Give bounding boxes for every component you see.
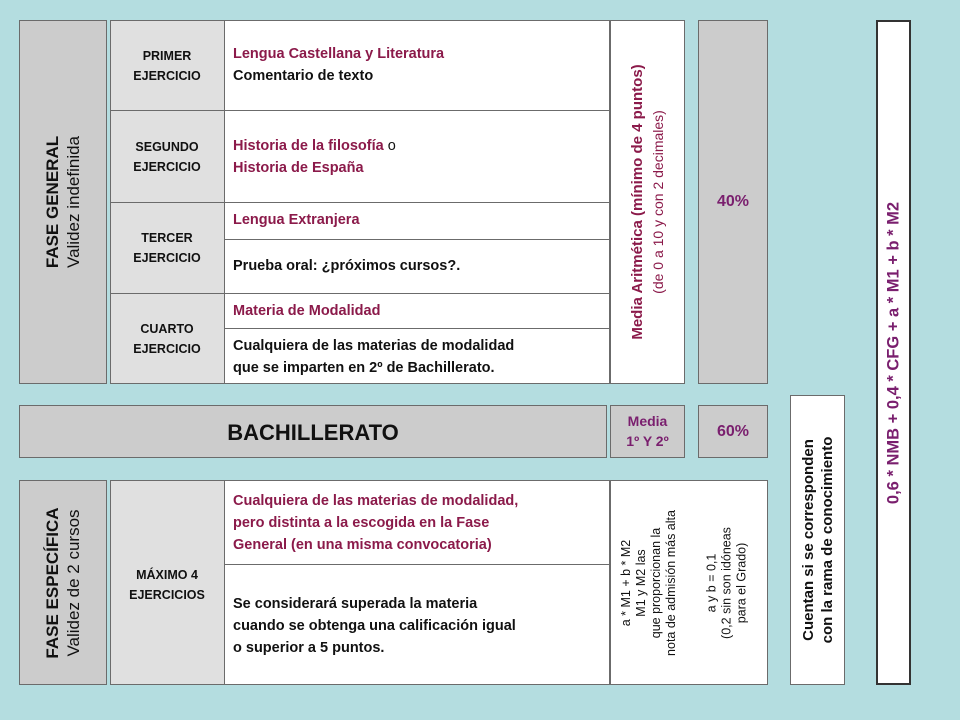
- inner-divider: [225, 239, 609, 240]
- weights-line: (0,2 sin son idóneas: [719, 526, 734, 639]
- final-formula: 0,6 * NMB + 0,4 * CFG + a * M1 + b * M2: [884, 201, 902, 504]
- subject-lengua: Lengua Castellana y Literatura: [233, 46, 445, 62]
- fase-general-heading: FASE GENERAL: [43, 135, 62, 269]
- inner-divider: [225, 564, 609, 565]
- formula-line: nota de admisión más alta: [664, 509, 678, 656]
- exercise-label-line: EJERCICIO: [133, 160, 201, 174]
- fase-general-title: [42, 136, 84, 268]
- especifica-text-a: [233, 490, 518, 556]
- fase-general-validity: Validez indefinida: [64, 136, 83, 268]
- exercise-1-subjects: [233, 43, 444, 87]
- fase-general-title-box: [19, 20, 107, 384]
- exercises-box: [110, 20, 610, 384]
- subject-modalidad: Materia de Modalidad: [233, 303, 381, 319]
- row-divider: [111, 202, 609, 203]
- fase-especifica-title: [42, 507, 84, 658]
- bachillerato-box: [19, 405, 607, 458]
- formula-line: M1 y M2 las: [634, 548, 648, 617]
- subject-prueba-oral: Prueba oral: ¿próximos cursos?.: [233, 258, 461, 274]
- exercise-label-tercer: [111, 228, 223, 268]
- media-label: Media: [627, 413, 668, 429]
- percent-40-box: [698, 20, 768, 384]
- media-courses: 1º Y 2º: [626, 433, 669, 449]
- formula-line: a * M1 + b * M2: [619, 539, 633, 626]
- especifica-text-b: [233, 593, 516, 659]
- formula-line: que proporcionan la: [649, 527, 663, 638]
- exercise-label-line: PRIMER: [142, 49, 192, 63]
- media-aritmetica-subtitle: (de 0 a 10 y con 2 decimales): [649, 110, 666, 294]
- formula-box: [610, 480, 768, 685]
- exercise-label-line: EJERCICIOS: [129, 588, 205, 602]
- weights-text: [705, 527, 750, 639]
- bachillerato-media: [611, 411, 684, 451]
- media-aritmetica-title: Media Aritmética (mínimo de 4 puntos): [628, 64, 646, 340]
- media-aritmetica-text: [628, 64, 668, 339]
- percent-60: 60%: [716, 423, 750, 440]
- exercise-label-line: TERCER: [141, 231, 193, 245]
- subject-conjunction: o: [383, 138, 396, 154]
- formula-column: [611, 481, 687, 684]
- media-aritmetica-box: [610, 20, 685, 384]
- subject-line: Cualquiera de las materias de modalidad: [233, 338, 515, 354]
- row-divider: [111, 110, 609, 111]
- exercise-label-primer: [111, 46, 223, 86]
- exercise-label-line: CUARTO: [140, 322, 194, 336]
- text-line: Se considerará superada la materia: [233, 596, 478, 612]
- especifica-content-box: [110, 480, 610, 685]
- exercise-label-line: EJERCICIO: [133, 251, 201, 265]
- exercise-label-segundo: [111, 137, 223, 177]
- subject-historia-espana: Historia de España: [233, 160, 364, 176]
- fase-especifica-title-box: [19, 480, 107, 685]
- subject-comentario: Comentario de texto: [233, 68, 374, 84]
- exercise-label-line: MÁXIMO 4: [136, 568, 198, 582]
- exercise-label-line: EJERCICIO: [133, 69, 201, 83]
- text-line: pero distinta a la escogida en la Fase: [233, 515, 490, 531]
- percent-60-box: [698, 405, 768, 458]
- subject-filosofia: Historia de la filosofía: [233, 138, 384, 154]
- text-line: cuando se obtenga una calificación igual: [233, 618, 516, 634]
- exercise-label-cuarto: [111, 319, 223, 359]
- subject-line: que se imparten en 2º de Bachillerato.: [233, 360, 495, 376]
- bachillerato-media-box: [610, 405, 685, 458]
- final-formula-box: [876, 20, 911, 685]
- exercise-label-maximo: [111, 565, 223, 605]
- row-divider: [111, 293, 609, 294]
- exercise-label-line: SEGUNDO: [135, 140, 199, 154]
- text-line: Cualquiera de las materias de modalidad,: [233, 493, 519, 509]
- fase-especifica-heading: FASE ESPECÍFICA: [43, 506, 62, 659]
- exercise-label-line: EJERCICIO: [133, 342, 201, 356]
- percent-40: 40%: [716, 193, 750, 210]
- fase-especifica-validity: Validez de 2 cursos: [64, 508, 83, 657]
- weights-column: [687, 481, 767, 684]
- inner-divider: [225, 328, 609, 329]
- subject-lengua-extranjera: Lengua Extranjera: [233, 212, 360, 228]
- weights-line: para el Grado): [734, 542, 749, 623]
- rama-line: con la rama de conocimiento: [818, 436, 836, 644]
- subject-modalidad-any: [233, 335, 514, 379]
- bachillerato-title: BACHILLERATO: [227, 420, 399, 445]
- weights-line: a y b = 0,1: [704, 553, 719, 612]
- rama-text: [799, 437, 837, 644]
- formula-text: [619, 510, 679, 656]
- rama-line: Cuentan si se corresponden: [799, 439, 817, 641]
- rama-box: [790, 395, 845, 685]
- text-line: General (en una misma convocatoria): [233, 537, 492, 553]
- exercise-2-subjects: [233, 135, 396, 179]
- text-line: o superior a 5 puntos.: [233, 640, 385, 656]
